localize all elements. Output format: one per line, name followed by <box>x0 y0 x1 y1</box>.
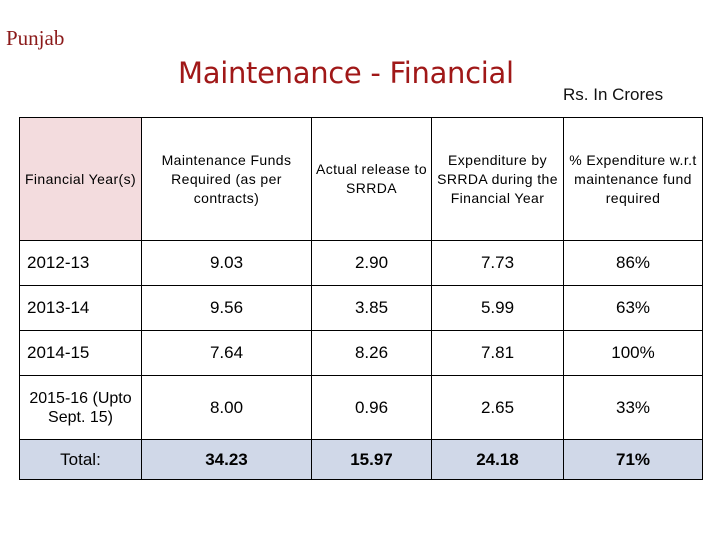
header-percent-expenditure: % Expenditure w.r.t maintenance fund required <box>564 118 703 241</box>
total-percent: 71% <box>564 440 703 480</box>
cell-release: 2.90 <box>312 241 432 286</box>
cell-release: 8.26 <box>312 331 432 376</box>
cell-required: 9.03 <box>142 241 312 286</box>
table-row <box>20 241 703 286</box>
total-row <box>20 440 703 480</box>
header-expenditure: Expenditure by SRRDA during the Financial Year <box>432 118 564 241</box>
cell-required: 7.64 <box>142 331 312 376</box>
cell-expenditure: 7.73 <box>432 241 564 286</box>
table-row <box>20 286 703 331</box>
unit-label: Rs. In Crores <box>563 85 664 104</box>
cell-release: 0.96 <box>312 376 432 440</box>
cell-year: 2014-15 <box>20 331 142 376</box>
header-financial-year: Financial Year(s) <box>20 118 142 241</box>
cell-percent: 33% <box>564 376 703 440</box>
header-actual-release: Actual release to SRRDA <box>312 118 432 241</box>
total-expenditure: 24.18 <box>432 440 564 480</box>
cell-expenditure: 2.65 <box>432 376 564 440</box>
cell-expenditure: 7.81 <box>432 331 564 376</box>
cell-percent: 63% <box>564 286 703 331</box>
cell-release: 3.85 <box>312 286 432 331</box>
total-required: 34.23 <box>142 440 312 480</box>
cell-required: 8.00 <box>142 376 312 440</box>
cell-percent: 86% <box>564 241 703 286</box>
page-title: Maintenance - Financial <box>178 56 514 90</box>
total-release: 15.97 <box>312 440 432 480</box>
cell-percent: 100% <box>564 331 703 376</box>
cell-expenditure: 5.99 <box>432 286 564 331</box>
state-label: Punjab <box>6 26 65 50</box>
total-label: Total: <box>20 440 142 480</box>
table-header-row <box>20 118 703 241</box>
cell-year: 2015-16 (Upto Sept. 15) <box>20 376 142 440</box>
financial-table <box>19 117 703 480</box>
header-maintenance-funds: Maintenance Funds Required (as per contracts) <box>142 118 312 241</box>
table-row <box>20 331 703 376</box>
table-row <box>20 376 703 440</box>
cell-year: 2012-13 <box>20 241 142 286</box>
cell-year: 2013-14 <box>20 286 142 331</box>
cell-required: 9.56 <box>142 286 312 331</box>
